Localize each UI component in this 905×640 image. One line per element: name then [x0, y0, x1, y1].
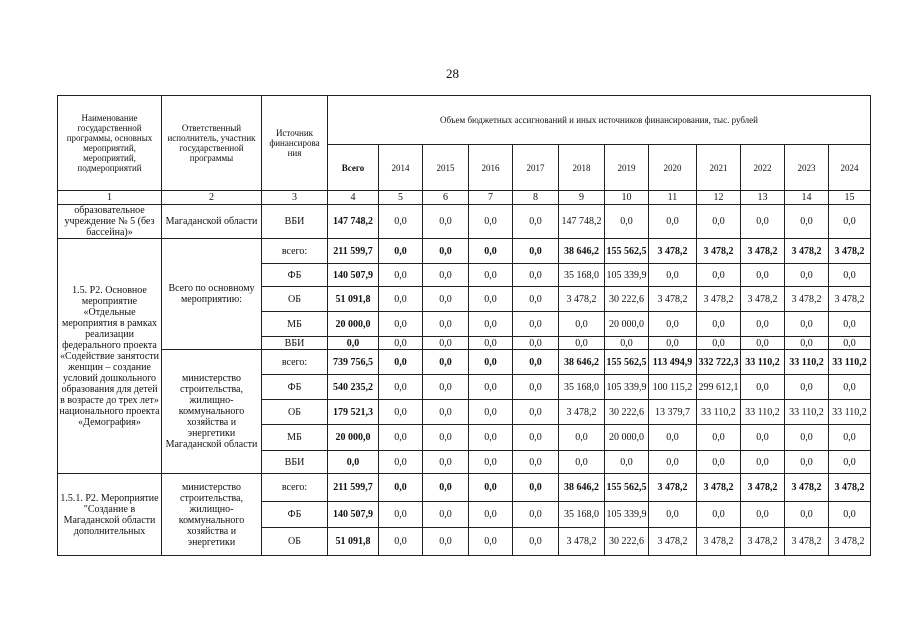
cell-value: 0,0	[379, 425, 423, 451]
cell-value: 179 521,3	[328, 400, 379, 425]
cell-value: 0,0	[469, 239, 513, 264]
header-executor: Ответственный исполнитель, участник государственной программы	[162, 96, 262, 191]
cell-value: 0,0	[469, 474, 513, 502]
cell-value: 0,0	[423, 528, 469, 556]
cell-value: 38 646,2	[559, 239, 605, 264]
cell-value: 0,0	[829, 375, 871, 400]
cell-value: 0,0	[785, 502, 829, 528]
cell-value: 0,0	[379, 400, 423, 425]
cell-value: 0,0	[328, 451, 379, 474]
cell-value: 33 110,2	[741, 350, 785, 375]
cell-value: 0,0	[829, 425, 871, 451]
cell-value: 0,0	[513, 375, 559, 400]
cell-value: 0,0	[513, 528, 559, 556]
cell-value: 0,0	[469, 350, 513, 375]
cell-value: 0,0	[469, 312, 513, 337]
column-index: 2	[162, 191, 262, 205]
year-header: 2016	[469, 145, 513, 191]
cell-value: 3 478,2	[785, 239, 829, 264]
cell-value: 0,0	[649, 502, 697, 528]
row-name: образовательное учреждение № 5 (без бассейна)»	[58, 205, 162, 239]
cell-value: 3 478,2	[649, 287, 697, 312]
cell-value: 0,0	[469, 528, 513, 556]
row-source: всего:	[262, 350, 328, 375]
cell-value: 0,0	[741, 375, 785, 400]
column-index: 7	[469, 191, 513, 205]
cell-value: 332 722,3	[697, 350, 741, 375]
cell-value: 33 110,2	[785, 350, 829, 375]
cell-value: 0,0	[513, 205, 559, 239]
cell-value: 0,0	[513, 337, 559, 350]
cell-value: 3 478,2	[697, 474, 741, 502]
cell-value: 0,0	[741, 451, 785, 474]
cell-value: 0,0	[423, 400, 469, 425]
cell-value: 38 646,2	[559, 474, 605, 502]
cell-value: 0,0	[513, 400, 559, 425]
cell-value: 0,0	[423, 239, 469, 264]
cell-value: 0,0	[469, 451, 513, 474]
row-name: 1.5. Р2. Основное мероприятие «Отдельные мероприятия в рамках реализации федерального проекта «Содействие занятости женщин – создание условий дошкольного образования для детей в возрасте до трех лет» национального проекта «Демография»	[58, 239, 162, 474]
cell-value: 0,0	[513, 312, 559, 337]
cell-value: 20 000,0	[605, 312, 649, 337]
cell-value: 30 222,6	[605, 528, 649, 556]
row-source: ОБ	[262, 287, 328, 312]
cell-value: 0,0	[605, 337, 649, 350]
cell-value: 0,0	[785, 312, 829, 337]
cell-value: 140 507,9	[328, 502, 379, 528]
cell-value: 35 168,0	[559, 502, 605, 528]
cell-value: 0,0	[513, 502, 559, 528]
cell-value: 0,0	[469, 264, 513, 287]
column-index: 14	[785, 191, 829, 205]
table-row	[58, 239, 871, 264]
cell-value: 0,0	[379, 287, 423, 312]
cell-value: 0,0	[513, 239, 559, 264]
cell-value: 0,0	[469, 205, 513, 239]
cell-value: 38 646,2	[559, 350, 605, 375]
cell-value: 3 478,2	[559, 287, 605, 312]
cell-value: 0,0	[379, 350, 423, 375]
cell-value: 0,0	[697, 425, 741, 451]
cell-value: 33 110,2	[829, 350, 871, 375]
year-header: 2021	[697, 145, 741, 191]
cell-value: 3 478,2	[741, 474, 785, 502]
cell-value: 155 562,5	[605, 474, 649, 502]
cell-value: 30 222,6	[605, 287, 649, 312]
cell-value: 100 115,2	[649, 375, 697, 400]
row-source: ФБ	[262, 264, 328, 287]
cell-value: 0,0	[649, 312, 697, 337]
cell-value: 35 168,0	[559, 264, 605, 287]
cell-value: 0,0	[829, 264, 871, 287]
cell-value: 0,0	[423, 264, 469, 287]
cell-value: 0,0	[649, 451, 697, 474]
cell-value: 0,0	[741, 337, 785, 350]
cell-value: 51 091,8	[328, 528, 379, 556]
row-executor: Магаданской области	[162, 205, 262, 239]
row-source: ВБИ	[262, 451, 328, 474]
cell-value: 0,0	[513, 425, 559, 451]
table-row	[58, 350, 871, 375]
row-source: ФБ	[262, 502, 328, 528]
cell-value: 0,0	[741, 312, 785, 337]
cell-value: 0,0	[379, 375, 423, 400]
row-source: ОБ	[262, 400, 328, 425]
cell-value: 0,0	[379, 312, 423, 337]
column-index: 11	[649, 191, 697, 205]
cell-value: 13 379,7	[649, 400, 697, 425]
column-index: 4	[328, 191, 379, 205]
cell-value: 0,0	[379, 205, 423, 239]
cell-value: 0,0	[697, 205, 741, 239]
header-name: Наименование государственной программы, основных мероприятий, мероприятий, подмероприятий	[58, 96, 162, 191]
cell-value: 3 478,2	[649, 239, 697, 264]
row-executor: министерство строительства, жилищно-коммунального хозяйства и энергетики Магаданской области	[162, 350, 262, 474]
year-header: 2014	[379, 145, 423, 191]
cell-value: 0,0	[423, 425, 469, 451]
cell-value: 0,0	[469, 425, 513, 451]
cell-value: 211 599,7	[328, 474, 379, 502]
column-index: 10	[605, 191, 649, 205]
column-index: 1	[58, 191, 162, 205]
cell-value: 140 507,9	[328, 264, 379, 287]
cell-value: 0,0	[469, 400, 513, 425]
cell-value: 0,0	[697, 264, 741, 287]
cell-value: 299 612,1	[697, 375, 741, 400]
cell-value: 0,0	[423, 375, 469, 400]
cell-value: 540 235,2	[328, 375, 379, 400]
header-source: Источник финансирова ния	[262, 96, 328, 191]
page-number: 28	[446, 66, 459, 81]
cell-value: 3 478,2	[649, 474, 697, 502]
cell-value: 0,0	[829, 451, 871, 474]
cell-value: 20 000,0	[328, 425, 379, 451]
cell-value: 105 339,9	[605, 264, 649, 287]
cell-value: 0,0	[513, 287, 559, 312]
cell-value: 0,0	[423, 287, 469, 312]
year-header: 2024	[829, 145, 871, 191]
row-source: ФБ	[262, 375, 328, 400]
cell-value: 33 110,2	[741, 400, 785, 425]
cell-value: 0,0	[423, 451, 469, 474]
year-header: Всего	[328, 145, 379, 191]
cell-value: 0,0	[829, 312, 871, 337]
cell-value: 0,0	[741, 425, 785, 451]
cell-value: 3 478,2	[697, 239, 741, 264]
year-header: 2019	[605, 145, 649, 191]
cell-value: 33 110,2	[829, 400, 871, 425]
cell-value: 3 478,2	[829, 474, 871, 502]
cell-value: 20 000,0	[328, 312, 379, 337]
cell-value: 0,0	[379, 528, 423, 556]
row-executor: Всего по основному мероприятию:	[162, 239, 262, 350]
cell-value: 0,0	[379, 502, 423, 528]
cell-value: 0,0	[513, 474, 559, 502]
cell-value: 0,0	[649, 337, 697, 350]
cell-value: 0,0	[513, 350, 559, 375]
cell-value: 0,0	[559, 312, 605, 337]
cell-value: 0,0	[469, 375, 513, 400]
column-index: 13	[741, 191, 785, 205]
cell-value: 0,0	[379, 451, 423, 474]
row-source: МБ	[262, 312, 328, 337]
cell-value: 0,0	[379, 337, 423, 350]
row-source: МБ	[262, 425, 328, 451]
cell-value: 105 339,9	[605, 375, 649, 400]
cell-value: 3 478,2	[829, 287, 871, 312]
cell-value: 33 110,2	[697, 400, 741, 425]
row-name: 1.5.1. Р2. Мероприятие "Создание в Магаданской области дополнительных	[58, 474, 162, 556]
column-index: 9	[559, 191, 605, 205]
cell-value: 155 562,5	[605, 350, 649, 375]
cell-value: 3 478,2	[741, 528, 785, 556]
cell-value: 739 756,5	[328, 350, 379, 375]
row-executor: министерство строительства, жилищно-коммунального хозяйства и энергетики	[162, 474, 262, 556]
row-source: ВБИ	[262, 205, 328, 239]
year-header: 2020	[649, 145, 697, 191]
cell-value: 3 478,2	[741, 287, 785, 312]
cell-value: 0,0	[605, 205, 649, 239]
year-header: 2022	[741, 145, 785, 191]
cell-value: 0,0	[785, 264, 829, 287]
column-index: 15	[829, 191, 871, 205]
cell-value: 0,0	[697, 451, 741, 474]
cell-value: 0,0	[423, 474, 469, 502]
cell-value: 30 222,6	[605, 400, 649, 425]
cell-value: 0,0	[649, 264, 697, 287]
cell-value: 0,0	[785, 425, 829, 451]
cell-value: 0,0	[379, 239, 423, 264]
cell-value: 0,0	[697, 337, 741, 350]
year-header: 2017	[513, 145, 559, 191]
row-source: всего:	[262, 474, 328, 502]
cell-value: 3 478,2	[741, 239, 785, 264]
cell-value: 113 494,9	[649, 350, 697, 375]
cell-value: 0,0	[741, 264, 785, 287]
year-header: 2018	[559, 145, 605, 191]
cell-value: 35 168,0	[559, 375, 605, 400]
cell-value: 0,0	[605, 451, 649, 474]
row-source: всего:	[262, 239, 328, 264]
table-row	[58, 474, 871, 502]
cell-value: 51 091,8	[328, 287, 379, 312]
cell-value: 0,0	[649, 205, 697, 239]
cell-value: 0,0	[423, 337, 469, 350]
cell-value: 3 478,2	[785, 287, 829, 312]
year-header: 2023	[785, 145, 829, 191]
cell-value: 0,0	[423, 350, 469, 375]
column-index: 3	[262, 191, 328, 205]
cell-value: 3 478,2	[697, 287, 741, 312]
cell-value: 3 478,2	[829, 239, 871, 264]
cell-value: 3 478,2	[785, 528, 829, 556]
cell-value: 0,0	[829, 205, 871, 239]
column-index: 5	[379, 191, 423, 205]
cell-value: 0,0	[423, 502, 469, 528]
cell-value: 0,0	[785, 205, 829, 239]
column-index: 6	[423, 191, 469, 205]
cell-value: 0,0	[785, 337, 829, 350]
cell-value: 3 478,2	[559, 400, 605, 425]
budget-table	[57, 95, 871, 556]
cell-value: 147 748,2	[328, 205, 379, 239]
year-header: 2015	[423, 145, 469, 191]
cell-value: 0,0	[649, 425, 697, 451]
cell-value: 0,0	[328, 337, 379, 350]
cell-value: 0,0	[513, 451, 559, 474]
row-source: ВБИ	[262, 337, 328, 350]
cell-value: 0,0	[469, 337, 513, 350]
cell-value: 3 478,2	[829, 528, 871, 556]
cell-value: 3 478,2	[559, 528, 605, 556]
column-index: 8	[513, 191, 559, 205]
cell-value: 3 478,2	[649, 528, 697, 556]
cell-value: 0,0	[513, 264, 559, 287]
cell-value: 0,0	[423, 312, 469, 337]
cell-value: 33 110,2	[785, 400, 829, 425]
cell-value: 0,0	[559, 425, 605, 451]
cell-value: 211 599,7	[328, 239, 379, 264]
cell-value: 105 339,9	[605, 502, 649, 528]
cell-value: 0,0	[697, 312, 741, 337]
cell-value: 0,0	[379, 474, 423, 502]
cell-value: 0,0	[785, 375, 829, 400]
cell-value: 147 748,2	[559, 205, 605, 239]
header-volume: Объем бюджетных ассигнований и иных источников финансирования, тыс. рублей	[328, 96, 871, 145]
cell-value: 3 478,2	[697, 528, 741, 556]
cell-value: 0,0	[829, 502, 871, 528]
cell-value: 0,0	[559, 337, 605, 350]
cell-value: 0,0	[829, 337, 871, 350]
cell-value: 20 000,0	[605, 425, 649, 451]
column-index: 12	[697, 191, 741, 205]
cell-value: 155 562,5	[605, 239, 649, 264]
cell-value: 0,0	[741, 205, 785, 239]
cell-value: 0,0	[785, 451, 829, 474]
cell-value: 0,0	[697, 502, 741, 528]
row-source: ОБ	[262, 528, 328, 556]
cell-value: 0,0	[379, 264, 423, 287]
cell-value: 0,0	[559, 451, 605, 474]
table-row	[58, 205, 871, 239]
cell-value: 0,0	[741, 502, 785, 528]
cell-value: 0,0	[469, 287, 513, 312]
cell-value: 0,0	[469, 502, 513, 528]
cell-value: 3 478,2	[785, 474, 829, 502]
cell-value: 0,0	[423, 205, 469, 239]
